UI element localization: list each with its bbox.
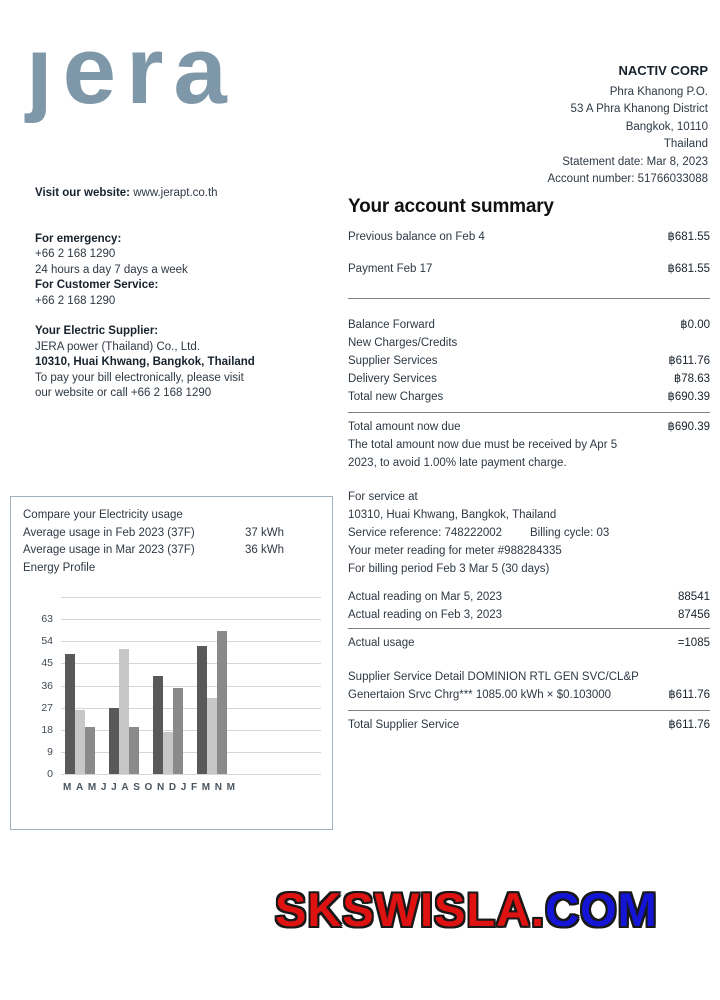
summary-text: Supplier Service Detail DOMINION RTL GEN SVC/CL&P: [348, 671, 639, 683]
chart-gridline: [61, 619, 321, 620]
summary-row-value: ฿690.39: [667, 421, 710, 433]
emergency-label: For emergency:: [35, 232, 122, 245]
summary-row-value: ฿611.76: [668, 719, 710, 731]
summary-row: [348, 606, 710, 624]
summary-row-label: Actual usage: [348, 637, 415, 649]
summary-row-label: Service reference: 748222002: [348, 527, 503, 539]
chart-x-letter: M: [201, 782, 211, 793]
chart-x-letter: M: [87, 782, 97, 793]
chart-bar: [163, 732, 173, 774]
usage-mar-row: [23, 542, 320, 560]
chart-x-letter: N: [156, 782, 165, 793]
website-line: [35, 186, 325, 202]
chart-gridline: [61, 752, 321, 753]
chart-bar: [153, 676, 163, 774]
account-number: Account number: 51766033088: [547, 173, 708, 185]
summary-row-label: Actual reading on Mar 5, 2023: [348, 591, 503, 603]
chart-x-letter: J: [111, 782, 117, 793]
chart-bar: [207, 698, 217, 774]
summary-row-value: ฿690.39: [667, 391, 710, 403]
supplier-address: 10310, Huai Khwang, Bangkok, Thailand: [35, 356, 255, 368]
chart-x-axis-labels: [63, 779, 235, 797]
summary-row-secondary: Billing cycle: 03: [530, 527, 610, 539]
summary-row: [348, 634, 710, 652]
supplier-name: JERA power (Thailand) Co., Ltd.: [35, 340, 200, 353]
customer-service-phone: +66 2 168 1290: [35, 294, 116, 307]
summary-row: [348, 716, 710, 734]
watermark-red-text: SKSWISLA.: [275, 883, 546, 936]
summary-row-label: Delivery Services: [348, 373, 437, 385]
chart-gridline: [61, 597, 321, 598]
summary-text: 10310, Huai Khwang, Bangkok, Thailand: [348, 509, 557, 521]
chart-x-letter: N: [214, 782, 222, 793]
energy-profile-label: Energy Profile: [23, 561, 96, 574]
chart-gridline: [61, 663, 321, 664]
chart-bar: [217, 631, 227, 774]
chart-y-tick-label: 54: [41, 635, 53, 648]
chart-gridline: [61, 774, 321, 775]
chart-gridline: [61, 730, 321, 731]
chart-bar: [173, 688, 183, 774]
statement-date: Statement date: Mar 8, 2023: [562, 155, 708, 168]
summary-text: 2023, to avoid 1.00% late payment charge.: [348, 457, 567, 469]
summary-row-label: Actual reading on Feb 3, 2023: [348, 609, 503, 621]
summary-divider: [348, 412, 710, 414]
pay-instruction-line: To pay your bill electronically, please visit: [35, 371, 244, 384]
summary-row-label: Total amount now due: [348, 421, 461, 433]
summary-row: [348, 352, 710, 370]
summary-row-label: Payment Feb 17: [348, 263, 433, 275]
chart-bar: [109, 708, 119, 774]
usage-compare-title: Compare your Electricity usage: [23, 509, 183, 521]
chart-y-tick-label: 27: [41, 701, 53, 714]
chart-y-tick-label: 0: [47, 768, 53, 780]
recipient-name: NACTIV CORP: [618, 63, 708, 78]
account-summary: [348, 196, 710, 734]
electricity-usage-panel: [10, 496, 333, 830]
usage-feb-row: [23, 525, 320, 543]
recipient-address-line: Thailand: [663, 138, 708, 150]
emergency-hours: 24 hours a day 7 days a week: [35, 263, 188, 276]
watermark-blue-text: COM: [545, 883, 658, 936]
website-url: www.jerapt.co.th: [130, 187, 218, 199]
summary-row: [348, 316, 710, 334]
summary-row: [348, 524, 710, 542]
summary-row-value: ฿611.76: [668, 355, 710, 367]
summary-divider: [348, 298, 710, 300]
summary-row-value: =1085: [677, 637, 710, 649]
chart-x-letter: S: [133, 782, 140, 793]
usage-feb-label: Average usage in Feb 2023 (37F): [23, 526, 195, 539]
summary-text: The total amount now due must be received by Apr 5: [348, 439, 618, 451]
summary-text: Your meter reading for meter #988284335: [348, 545, 562, 557]
summary-row-value: ฿78.63: [673, 373, 710, 385]
summary-row-value: ฿611.76: [668, 689, 710, 701]
supplier-contact-block: [35, 186, 325, 402]
chart-y-tick-label: 18: [41, 723, 53, 736]
chart-y-tick-label: 63: [41, 613, 53, 626]
summary-divider: [348, 628, 710, 630]
account-summary-rows: [348, 228, 710, 734]
summary-row-label: Total new Charges: [348, 391, 444, 403]
chart-x-letter: A: [121, 782, 129, 793]
summary-row-label: New Charges/Credits: [348, 337, 458, 349]
summary-row-label: Supplier Services: [348, 355, 438, 367]
chart-gridline: [61, 686, 321, 687]
chart-bar: [65, 654, 75, 774]
summary-row-label: Balance Forward: [348, 319, 435, 331]
chart-x-letter: O: [144, 782, 153, 793]
summary-row-value: ฿0.00: [680, 319, 710, 331]
usage-mar-value: 36 kWh: [245, 544, 284, 556]
summary-row-label: Total Supplier Service: [348, 719, 460, 731]
chart-gridline: [61, 641, 321, 642]
summary-text: For billing period Feb 3 Mar 5 (30 days): [348, 563, 550, 575]
pay-instruction-line: our website or call +66 2 168 1290: [35, 387, 212, 399]
chart-y-tick-label: 45: [41, 657, 53, 670]
supplier-label: Your Electric Supplier:: [35, 325, 159, 337]
usage-mar-label: Average usage in Mar 2023 (37F): [23, 544, 195, 556]
energy-profile-bar-chart: [41, 597, 321, 780]
chart-x-letter: M: [226, 782, 235, 793]
recipient-address-line: Phra Khanong P.O.: [609, 85, 708, 98]
chart-bar: [85, 727, 95, 774]
summary-row: [348, 686, 710, 704]
summary-row: [348, 588, 710, 606]
usage-feb-value: 37 kWh: [245, 526, 284, 539]
recipient-address-line: 53 A Phra Khanong District: [570, 103, 708, 115]
summary-row: [348, 418, 710, 436]
watermark: [275, 882, 658, 937]
emergency-phone: +66 2 168 1290: [35, 248, 116, 260]
summary-row-label: Previous balance on Feb 4: [348, 231, 485, 243]
summary-row-value: ฿681.55: [667, 231, 710, 243]
chart-x-letter: D: [168, 782, 177, 793]
chart-bar: [129, 727, 139, 774]
chart-x-letter: J: [180, 782, 187, 793]
summary-row: [348, 260, 710, 278]
jera-logo: ȷera: [26, 17, 237, 124]
chart-bar: [197, 646, 207, 774]
chart-x-letter: M: [63, 782, 72, 793]
chart-y-tick-label: 9: [47, 745, 53, 758]
chart-gridline: [61, 708, 321, 709]
chart-x-letter: A: [76, 782, 84, 793]
website-label: Visit our website:: [35, 187, 131, 199]
summary-row: [348, 334, 710, 352]
summary-row: [348, 370, 710, 388]
chart-bar: [75, 710, 85, 774]
summary-row: [348, 228, 710, 246]
chart-y-tick-label: 36: [41, 679, 53, 692]
chart-x-letter: J: [100, 782, 107, 793]
summary-row-value: ฿681.55: [667, 263, 710, 275]
recipient-block: [378, 62, 708, 189]
summary-divider: [348, 710, 710, 712]
summary-text: For service at: [348, 491, 418, 503]
chart-x-letter: F: [190, 782, 198, 793]
customer-service-label: For Customer Service:: [35, 279, 159, 291]
summary-row-value: 87456: [678, 609, 710, 621]
recipient-address-line: Bangkok, 10110: [625, 120, 708, 133]
summary-row: [348, 388, 710, 406]
summary-row-label: Genertaion Srvc Chrg*** 1085.00 kWh × $0.103000: [348, 689, 612, 701]
chart-bar: [119, 649, 129, 774]
account-summary-title: Your account summary: [348, 196, 554, 217]
summary-row-value: 88541: [678, 591, 710, 603]
